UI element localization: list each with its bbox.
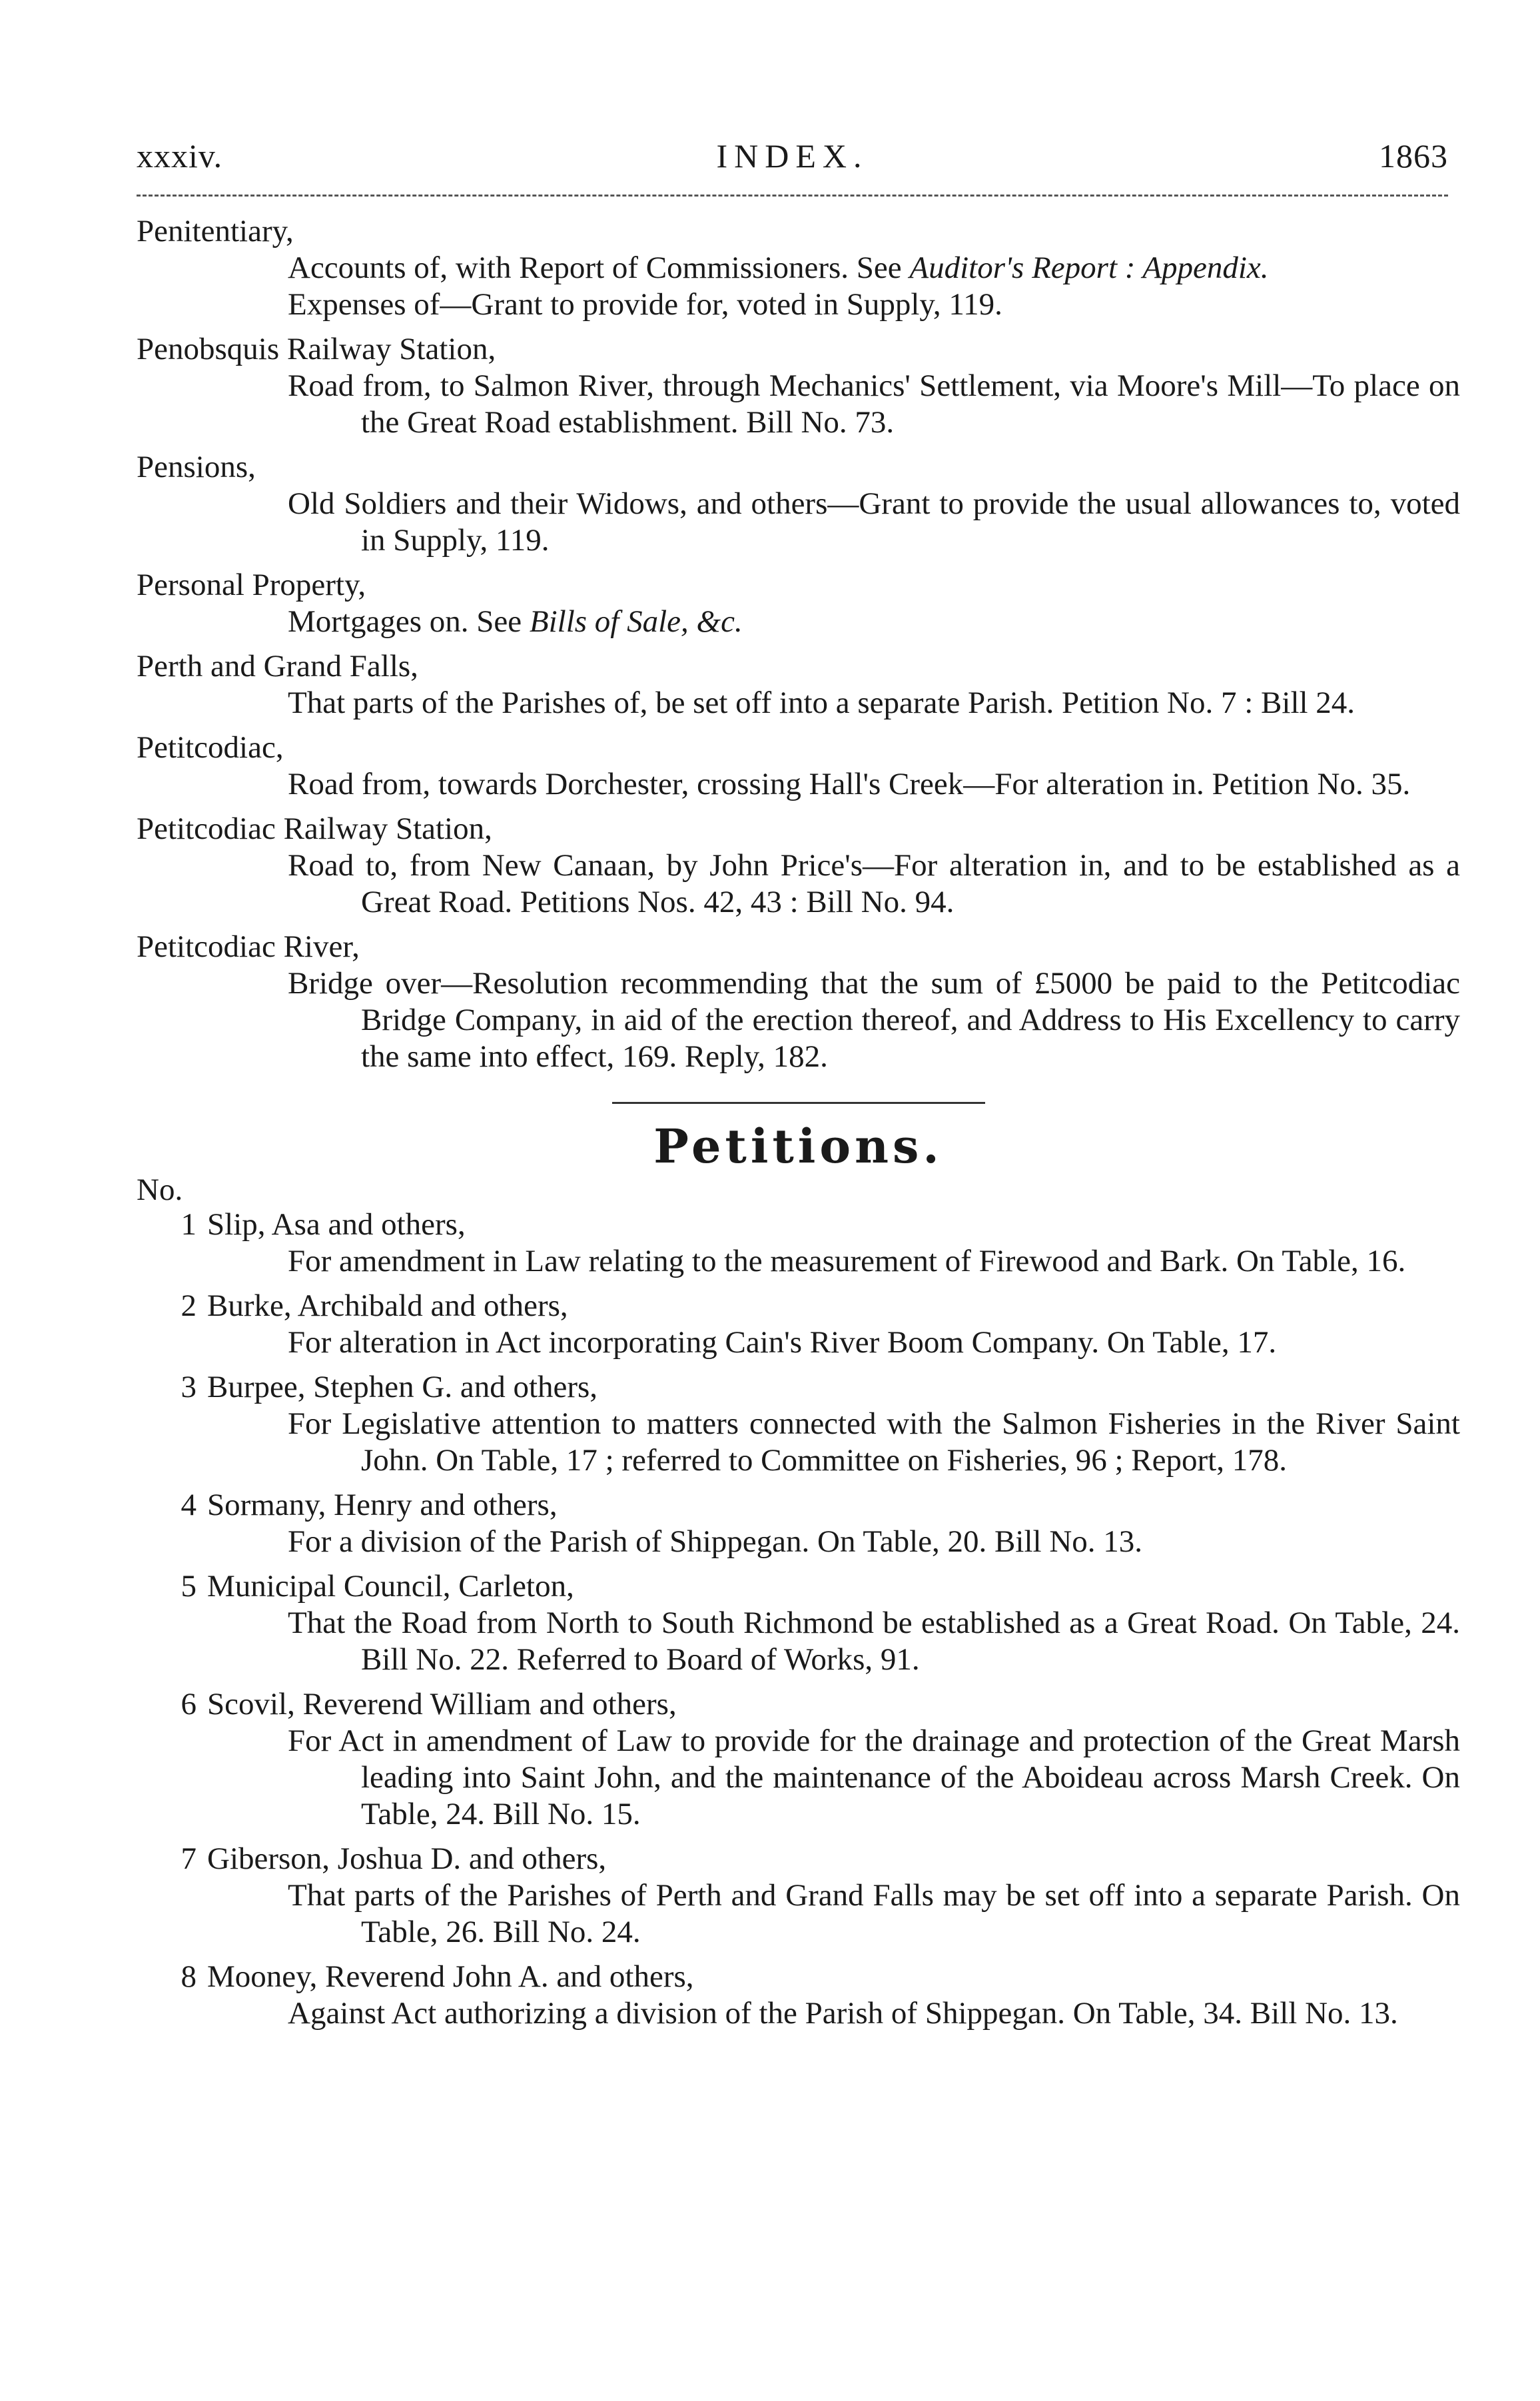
- petition-item: [137, 1568, 1460, 1678]
- subentry-text: Road from, to Salmon River, through Mechanics' Settlement, via Moore's Mill—To place on the Great Road establishment. Bill No. 73.: [288, 368, 1460, 440]
- index-entry-heading: Personal Property,: [137, 568, 366, 602]
- petition-number: 1: [181, 1207, 196, 1242]
- petition-description: For a division of the Parish of Shippegan. On Table, 20. Bill No. 13.: [288, 1524, 1143, 1559]
- cross-reference: Bills of Sale, &c.: [529, 604, 743, 639]
- petition-header: [137, 1841, 1460, 1877]
- petition-number: 6: [181, 1687, 196, 1721]
- petitioner-name: Municipal Council, Carleton,: [207, 1569, 574, 1604]
- petition-header: [137, 1487, 1460, 1524]
- index-subentry: [288, 368, 1460, 441]
- petition-description: That parts of the Parishes of Perth and Grand Falls may be set off into a separate Parish. On Table, 26. Bill No. 24.: [288, 1878, 1460, 1949]
- index-entry-heading: Penitentiary,: [137, 214, 294, 248]
- index-entry-subitems: [137, 486, 1460, 559]
- petitioner-name: Giberson, Joshua D. and others,: [207, 1841, 607, 1876]
- page-title: INDEX.: [716, 137, 869, 175]
- index-entries: [137, 213, 1460, 1075]
- subentry-text: Old Soldiers and their Widows, and others—Grant to provide the usual allowances to, voted in Supply, 119.: [288, 486, 1460, 558]
- index-entry: [137, 567, 1460, 640]
- petition-description: For alteration in Act incorporating Cain's River Boom Company. On Table, 17.: [288, 1325, 1277, 1360]
- subentry-text: That parts of the Parishes of, be set off into a separate Parish. Petition No. 7 : Bill 24.: [288, 686, 1355, 720]
- petition-description: For Legislative attention to matters connected with the Salmon Fisheries in the River Saint John. On Table, 17 ; referred to Committee on Fisheries, 96 ; Report, 178.: [288, 1406, 1460, 1478]
- index-subentry: [288, 486, 1460, 559]
- index-entry-heading: Perth and Grand Falls,: [137, 649, 418, 684]
- page-year: 1863: [1379, 137, 1448, 175]
- index-entry-subitems: [137, 368, 1460, 441]
- index-subentry: [288, 965, 1460, 1075]
- petitions-list: [137, 1206, 1460, 2032]
- index-subentry: [288, 766, 1460, 803]
- petition-header: [137, 1959, 1460, 1995]
- petitioner-name: Slip, Asa and others,: [207, 1207, 466, 1242]
- index-entry: [137, 331, 1460, 441]
- petitioner-name: Mooney, Reverend John A. and others,: [207, 1959, 694, 1994]
- petition-number: 4: [181, 1488, 196, 1522]
- index-subentry: [288, 250, 1460, 286]
- section-divider: [612, 1102, 985, 1104]
- index-subentry: [288, 847, 1460, 921]
- index-entry-subitems: [137, 847, 1460, 921]
- index-entry-heading: Petitcodiac River,: [137, 929, 360, 964]
- petition-description: For Act in amendment of Law to provide for the drainage and protection of the Great Marsh leading into Saint John, and the maintenance of the Aboideau across Marsh Creek. On Table, 24. Bill No. 15.: [288, 1723, 1460, 1831]
- index-entry: [137, 929, 1460, 1075]
- petition-description: For amendment in Law relating to the measurement of Firewood and Bark. On Table, 16.: [288, 1244, 1406, 1278]
- index-entry: [137, 648, 1460, 721]
- petition-header: [137, 1369, 1460, 1406]
- index-subentry: [288, 286, 1460, 323]
- subentry-text: Expenses of—Grant to provide for, voted in Supply, 119.: [288, 287, 1002, 322]
- petition-header: [137, 1686, 1460, 1723]
- petitioner-name: Burpee, Stephen G. and others,: [207, 1370, 598, 1404]
- index-entry-subitems: [137, 965, 1460, 1075]
- petitioner-name: Scovil, Reverend William and others,: [207, 1687, 677, 1721]
- petitioner-name: Sormany, Henry and others,: [207, 1488, 558, 1522]
- petition-header: [137, 1288, 1460, 1324]
- index-entry-subitems: [137, 250, 1460, 323]
- petition-item: [137, 1959, 1460, 2032]
- petition-item: [137, 1206, 1460, 1280]
- petition-number: 7: [181, 1841, 196, 1876]
- index-entry: [137, 811, 1460, 921]
- petition-header: [137, 1206, 1460, 1243]
- subentry-text: Road from, towards Dorchester, crossing Hall's Creek—For alteration in. Petition No. 35.: [288, 767, 1411, 801]
- page-number: xxxiv.: [137, 137, 223, 175]
- petition-number: 5: [181, 1569, 196, 1604]
- number-column-label: No.: [137, 1173, 183, 1207]
- section-title-petitions: Petitions.: [653, 1119, 943, 1174]
- petition-number: 3: [181, 1370, 196, 1404]
- page-header: [137, 137, 1448, 183]
- petition-description: That the Road from North to South Richmond be established as a Great Road. On Table, 24. Bill No. 22. Referred to Board of Works, 91.: [288, 1606, 1460, 1677]
- petition-number: 8: [181, 1959, 196, 1994]
- index-subentry: [288, 685, 1460, 721]
- index-subentry: [288, 604, 1460, 640]
- subentry-text: Accounts of, with Report of Commissioners. See: [288, 250, 910, 285]
- petition-item: [137, 1288, 1460, 1361]
- index-entry-subitems: [137, 685, 1460, 721]
- index-entry-subitems: [137, 766, 1460, 803]
- subentry-text: Road to, from New Canaan, by John Price's—For alteration in, and to be established as a Great Road. Petitions Nos. 42, 43 : Bill No. 94.: [288, 848, 1460, 919]
- index-entry-heading: Penobsquis Railway Station,: [137, 332, 496, 366]
- index-entry-heading: Petitcodiac Railway Station,: [137, 811, 492, 846]
- index-entry: [137, 729, 1460, 803]
- petitioner-name: Burke, Archibald and others,: [207, 1288, 568, 1323]
- header-rule: [137, 195, 1448, 197]
- petition-number: 2: [181, 1288, 196, 1323]
- cross-reference: Auditor's Report : Appendix.: [909, 250, 1269, 285]
- petition-item: [137, 1487, 1460, 1560]
- petition-item: [137, 1369, 1460, 1479]
- subentry-text: Mortgages on. See: [288, 604, 530, 639]
- index-entry: [137, 213, 1460, 323]
- petition-header: [137, 1568, 1460, 1605]
- index-entry-heading: Petitcodiac,: [137, 730, 284, 765]
- index-entry-heading: Pensions,: [137, 450, 256, 484]
- petition-item: [137, 1841, 1460, 1951]
- index-content: [137, 213, 1460, 2040]
- petition-item: [137, 1686, 1460, 1833]
- petition-description: Against Act authorizing a division of the Parish of Shippegan. On Table, 34. Bill No. 13.: [288, 1996, 1398, 2031]
- index-entry: [137, 449, 1460, 559]
- subentry-text: Bridge over—Resolution recommending that the sum of £5000 be paid to the Petitcodiac Bridge Company, in aid of the erection thereof, and Address to His Excellency to carry the same into effect, 169. Reply, 182.: [288, 966, 1460, 1074]
- index-entry-subitems: [137, 604, 1460, 640]
